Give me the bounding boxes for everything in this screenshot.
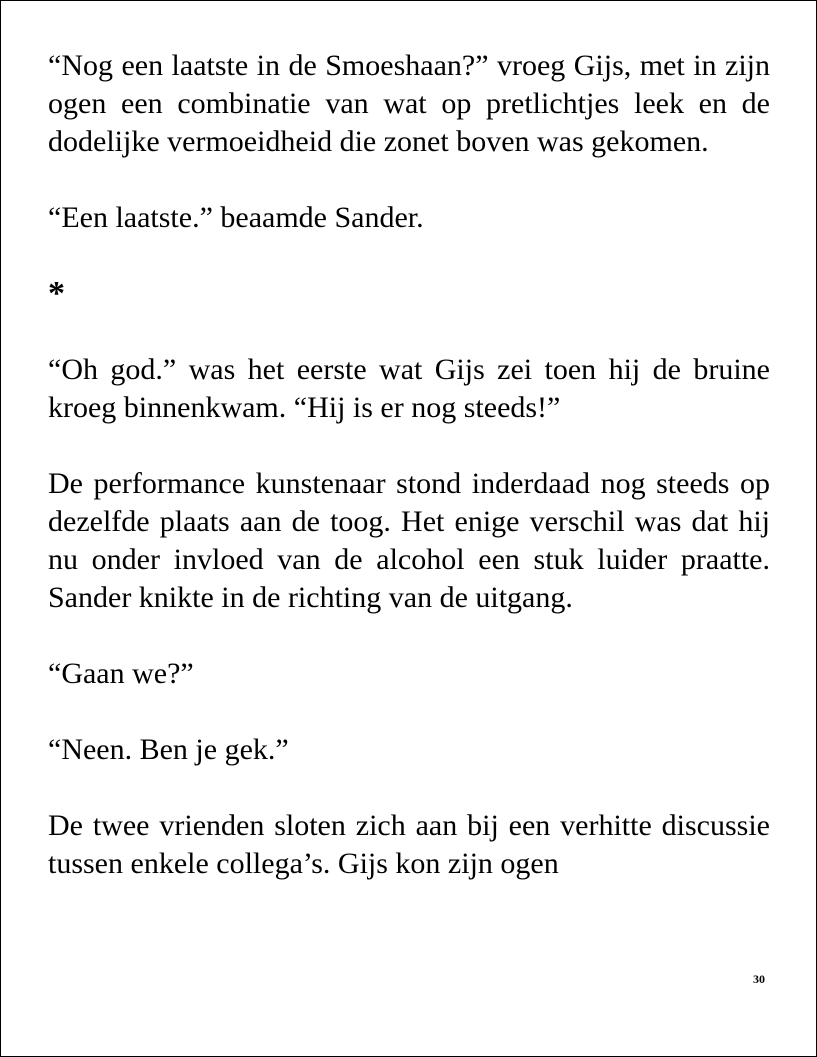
- paragraph-3: “Oh god.” was het eerste wat Gijs zei toen hij de bruine kroeg binnenkwam. “Hij is er nog steeds!”: [48, 353, 770, 424]
- paragraph-2: “Een laatste.” beaamde Sander.: [48, 201, 424, 234]
- body-text: [48, 47, 770, 883]
- paragraph-7: De twee vrienden sloten zich aan bij een verhitte discussie tussen enkele collega’s. Gijs kon zijn ogen: [48, 809, 770, 880]
- paragraph-5: “Gaan we?”: [48, 657, 194, 690]
- paragraph-4: De performance kunstenaar stond inderdaad nog steeds op dezelfde plaats aan de toog. Het enige verschil was dat hij nu onder invloed van de alcohol een stuk luider praatte. Sander knikte in de richting van de uitgang.: [48, 467, 770, 614]
- paragraph-1: “Nog een laatste in de Smoeshaan?” vroeg Gijs, met in zijn ogen een combinatie van wat op pretlichtjes leek en de dodelijke vermoeidheid die zonet boven was gekomen.: [48, 49, 770, 158]
- scene-break-asterisk: *: [48, 275, 65, 312]
- page-number: 30: [753, 972, 765, 986]
- paragraph-6: “Neen. Ben je gek.”: [48, 733, 289, 766]
